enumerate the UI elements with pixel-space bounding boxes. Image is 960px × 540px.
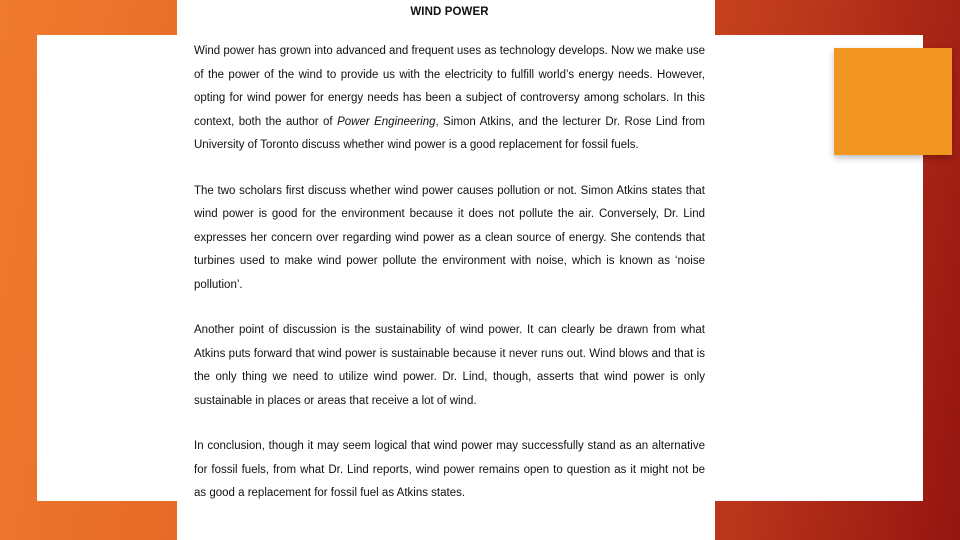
book-title-italic: Power Engineering	[337, 115, 436, 128]
paragraph-conclusion: In conclusion, though it may seem logical that wind power may successfully stand as an alternative for fossil fuels, from what Dr. Lind reports, wind power remains open to question as it might not be as good a replacement for fossil fuel as Atkins states.	[194, 440, 705, 499]
paragraph-introduction-text-end: , Simon Atkins, and the lecturer Dr. Rose Lind from University of Toronto discuss whether wind power is a good replacement for fossil fuels.	[194, 115, 706, 151]
paragraph-sustainability: Another point of discussion is the sustainability of wind power. It can clearly be drawn from what Atkins puts forward that wind power is sustainable because it never runs out. Wind blows and that is the only thing we need to utilize wind power. Dr. Lind, though, asserts that wind power is only sustainable in places or areas that receive a lot of wind.	[194, 324, 705, 407]
accent-square	[834, 48, 952, 155]
document-page	[177, 0, 715, 540]
paragraph-introduction-text-start: Wind power has grown into advanced and frequent uses as technology develops. Now we make use of the power of the wind to provide us with the electricity to fulfill world’s energy needs. However, opting for wind power for energy needs has been a subject of controversy among scholars. In this context, both the author of	[194, 45, 705, 128]
document-title: WIND POWER	[410, 6, 489, 18]
paragraph-pollution: The two scholars first discuss whether wind power causes pollution or not. Simon Atkins states that wind power is good for the environment because it does not pollute the air. Conversely, Dr. Lind expresses her concern over regarding wind power as a clean source of energy. She contends that turbines used to make wind power pollute the environment with noise, which is known as ‘noise pollution’.	[194, 184, 705, 291]
paragraph-introduction	[194, 40, 705, 158]
